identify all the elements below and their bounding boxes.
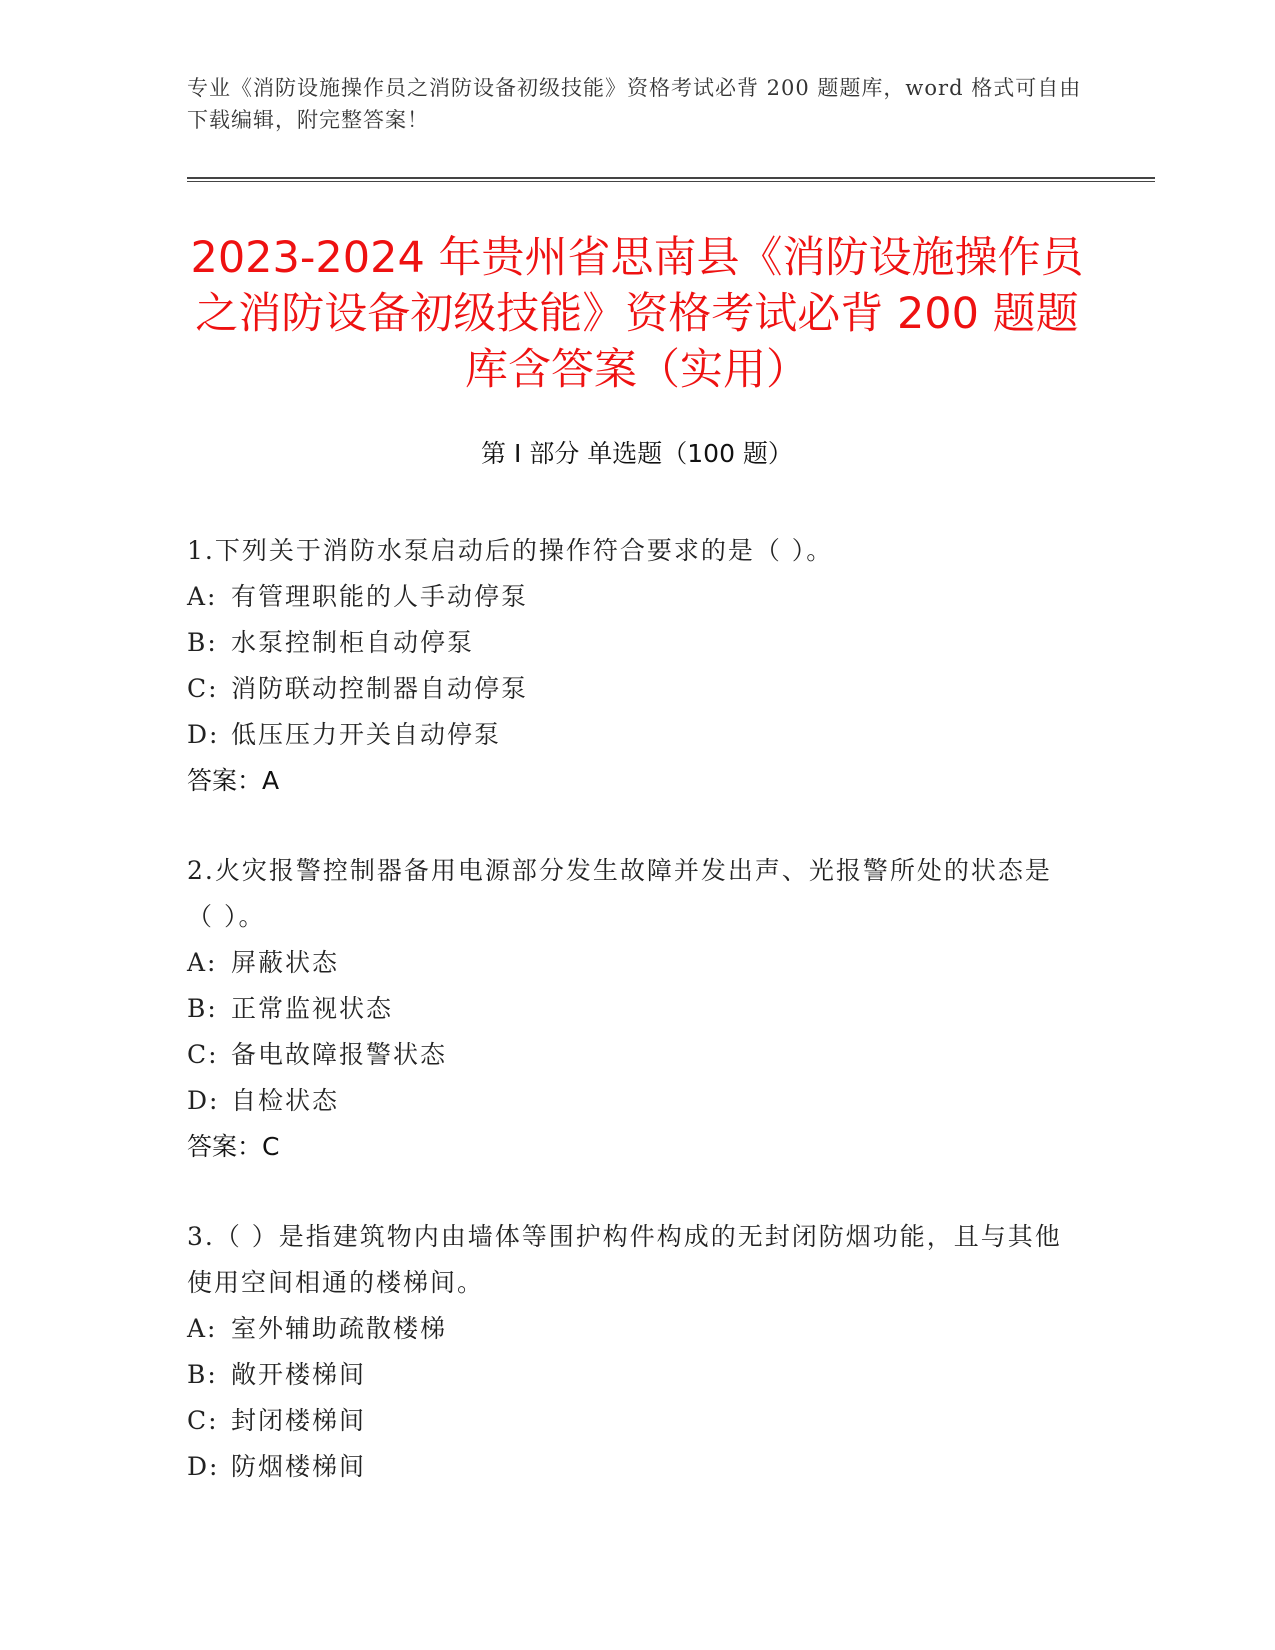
option-text: 低压压力开关自动停泵 [231, 720, 502, 749]
option-text: 水泵控制柜自动停泵 [231, 628, 475, 657]
option-letter: C: [187, 674, 219, 703]
header-note: 专业《消防设施操作员之消防设备初级技能》资格考试必背 200 题题库，word 格式可自由下载编辑，附完整答案！ [187, 76, 1082, 132]
option-text: 屏蔽状态 [231, 948, 340, 977]
question-1 [187, 528, 1067, 804]
option-d [187, 1444, 1067, 1490]
option-d [187, 712, 1067, 758]
header-divider-thick [187, 177, 1155, 179]
question-stem: 3.（ ）是指建筑物内由墙体等围护构件构成的无封闭防烟功能，且与其他使用空间相通的楼梯间。 [187, 1222, 1062, 1297]
question-3 [187, 1214, 1067, 1490]
option-letter: D: [187, 720, 220, 749]
option-text: 备电故障报警状态 [231, 1040, 448, 1069]
option-c [187, 666, 1067, 712]
answer: 答案：C [187, 1132, 280, 1161]
option-text: 有管理职能的人手动停泵 [231, 582, 529, 611]
answer: 答案：A [187, 766, 280, 795]
option-b [187, 986, 1067, 1032]
option-d [187, 1078, 1067, 1124]
option-letter: B: [187, 628, 218, 657]
question-stem: 2.火灾报警控制器备用电源部分发生故障并发出声、光报警所处的状态是（ ）。 [187, 856, 1052, 931]
option-text: 室外辅助疏散楼梯 [231, 1314, 448, 1343]
option-letter: C: [187, 1040, 219, 1069]
option-letter: A: [187, 582, 218, 611]
option-a [187, 574, 1067, 620]
option-b [187, 1352, 1067, 1398]
question-2 [187, 848, 1067, 1170]
option-c [187, 1398, 1067, 1444]
option-letter: A: [187, 1314, 218, 1343]
question-stem: 1.下列关于消防水泵启动后的操作符合要求的是（ ）。 [187, 536, 834, 565]
header-divider-thin [187, 181, 1155, 182]
option-letter: B: [187, 1360, 218, 1389]
option-letter: D: [187, 1086, 220, 1115]
option-text: 正常监视状态 [231, 994, 394, 1023]
section-title: 第 I 部分 单选题（100 题） [481, 439, 793, 468]
option-letter: A: [187, 948, 218, 977]
option-text: 封闭楼梯间 [231, 1406, 367, 1435]
option-letter: D: [187, 1452, 220, 1481]
option-letter: B: [187, 994, 218, 1023]
option-text: 自检状态 [231, 1086, 340, 1115]
option-a [187, 940, 1067, 986]
document-title: 2023-2024 年贵州省思南县《消防设施操作员之消防设备初级技能》资格考试必背 200 题题库含答案（实用） [190, 233, 1084, 395]
option-b [187, 620, 1067, 666]
option-text: 敞开楼梯间 [231, 1360, 367, 1389]
option-text: 消防联动控制器自动停泵 [231, 674, 529, 703]
option-a [187, 1306, 1067, 1352]
option-text: 防烟楼梯间 [231, 1452, 367, 1481]
option-c [187, 1032, 1067, 1078]
option-letter: C: [187, 1406, 219, 1435]
question-list [187, 528, 1067, 1534]
